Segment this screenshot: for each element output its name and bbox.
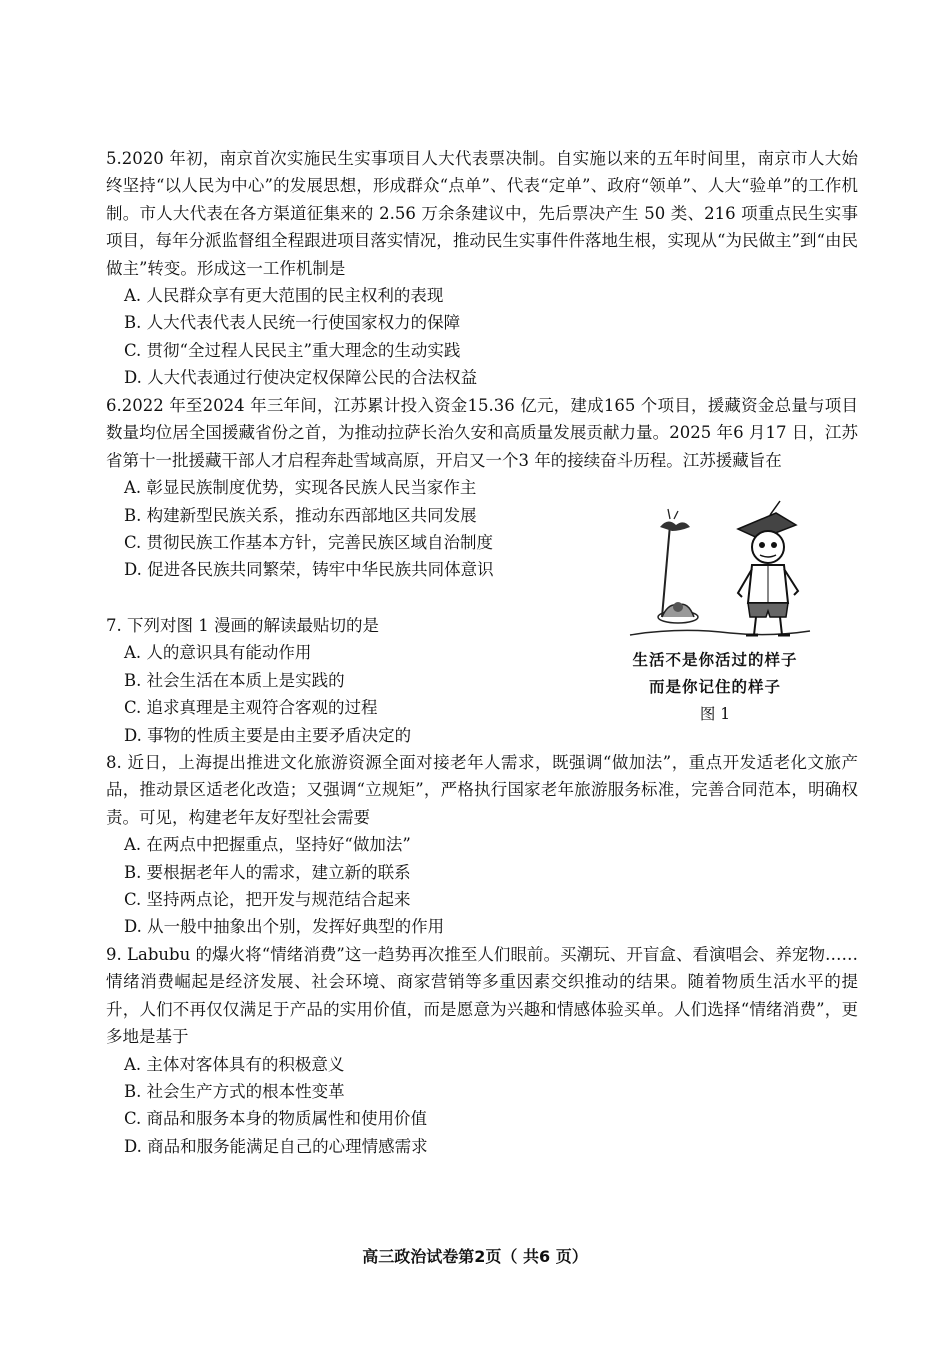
question-stem: 9. Labubu 的爆火将“情绪消费”这一趋势再次推至人们眼前。买潮玩、开盲盒、看演唱会、养宠物……情绪消费崛起是经济发展、社会环境、商家营销等多重因素交织推动的结果。随着物质生活水平的提升，人们不再仅仅满足于产品的实用价值，而是愿意为兴趣和情感体验买单。人们选择“情绪消费”，更多地是基于 bbox=[106, 945, 858, 1047]
page-footer: 高三政治试卷第2页（ 共6 页） bbox=[362, 1247, 588, 1266]
question-stem: 5.2020 年初，南京首次实施民生实事项目人大代表票决制。自实施以来的五年时间里，南京市人大始终坚持“以人民为中心”的发展思想，形成群众“点单”、代表“定单”、政府“领单”、人大“验单”的工作机制。市人大代表在各方渠道征集来的 2.56 万余条建议中，先后票决产生 50 类、216 项重点民生实事项目，每年分派监督组全程跟进项目落实情况，推动民生实事件件落地生根，实现从“为民做主”到“由民做主”转变。形成这一工作机制是 bbox=[106, 149, 858, 278]
option-a: A. 彰显民族制度优势，实现各民族人民当家作主 bbox=[124, 478, 477, 498]
option-d: D. 商品和服务能满足自己的心理情感需求 bbox=[124, 1136, 428, 1156]
option-d: D. 事物的性质主要是由主要矛盾决定的 bbox=[124, 725, 412, 745]
figure-label: 图 1 bbox=[699, 705, 731, 723]
option-b: B. 人大代表代表人民统一行使国家权力的保障 bbox=[124, 313, 461, 333]
option-a: A. 主体对客体具有的积极意义 bbox=[124, 1054, 345, 1074]
figure-caption-line1: 生活不是你活过的样子 bbox=[632, 651, 798, 669]
option-c: C. 商品和服务本身的物质属性和使用价值 bbox=[124, 1109, 428, 1129]
option-c: C. 坚持两点论，把开发与规范结合起来 bbox=[124, 890, 411, 910]
question-5 bbox=[106, 145, 858, 392]
option-d: D. 促进各民族共同繁荣，铸牢中华民族共同体意识 bbox=[124, 560, 494, 580]
question-9 bbox=[106, 941, 858, 1160]
option-d: D. 人大代表通过行使决定权保障公民的合法权益 bbox=[124, 368, 478, 388]
option-c: C. 追求真理是主观符合客观的过程 bbox=[124, 698, 378, 718]
option-b: B. 要根据老年人的需求，建立新的联系 bbox=[124, 862, 411, 882]
option-c: C. 贯彻民族工作基本方针，完善民族区域自治制度 bbox=[124, 533, 494, 553]
option-c: C. 贯彻“全过程人民民主”重大理念的生动实践 bbox=[124, 340, 461, 360]
option-a: A. 人民群众享有更大范围的民主权利的表现 bbox=[124, 286, 444, 306]
figure-caption-line2: 而是你记住的样子 bbox=[648, 678, 781, 696]
option-b: B. 社会生产方式的根本性变革 bbox=[124, 1082, 345, 1102]
question-stem: 7. 下列对图 1 漫画的解读最贴切的是 bbox=[106, 616, 379, 635]
option-b: B. 构建新型民族关系，推动东西部地区共同发展 bbox=[124, 505, 477, 525]
option-b: B. 社会生活在本质上是实践的 bbox=[124, 670, 345, 690]
option-a: A. 在两点中把握重点，坚持好“做加法” bbox=[124, 835, 411, 855]
option-d: D. 从一般中抽象出个别，发挥好典型的作用 bbox=[124, 917, 445, 937]
figure-1 bbox=[610, 495, 820, 723]
question-stem: 6.2022 年至2024 年三年间，江苏累计投入资金15.36 亿元，建成165 个项目，援藏资金总量与项目数量均位居全国援藏省份之首，为推动拉萨长治久安和高质量发展贡献力量。2025 年6 月17 日，江苏省第十一批援藏干部人才启程奔赴雪域高原，开启又一个3 年的接续奋斗历程。江苏援藏旨在 bbox=[106, 396, 858, 470]
question-8 bbox=[106, 749, 858, 941]
question-stem: 8. 近日，上海提出推进文化旅游资源全面对接老年人需求，既强调“做加法”，重点开发适老化文旅产品，推动景区适老化改造；又强调“立规矩”，严格执行国家老年旅游服务标准，完善合同范本，明确权责。可见，构建老年友好型社会需要 bbox=[106, 753, 858, 827]
option-a: A. 人的意识具有能动作用 bbox=[124, 643, 312, 663]
cartoon-illustration bbox=[610, 495, 820, 645]
